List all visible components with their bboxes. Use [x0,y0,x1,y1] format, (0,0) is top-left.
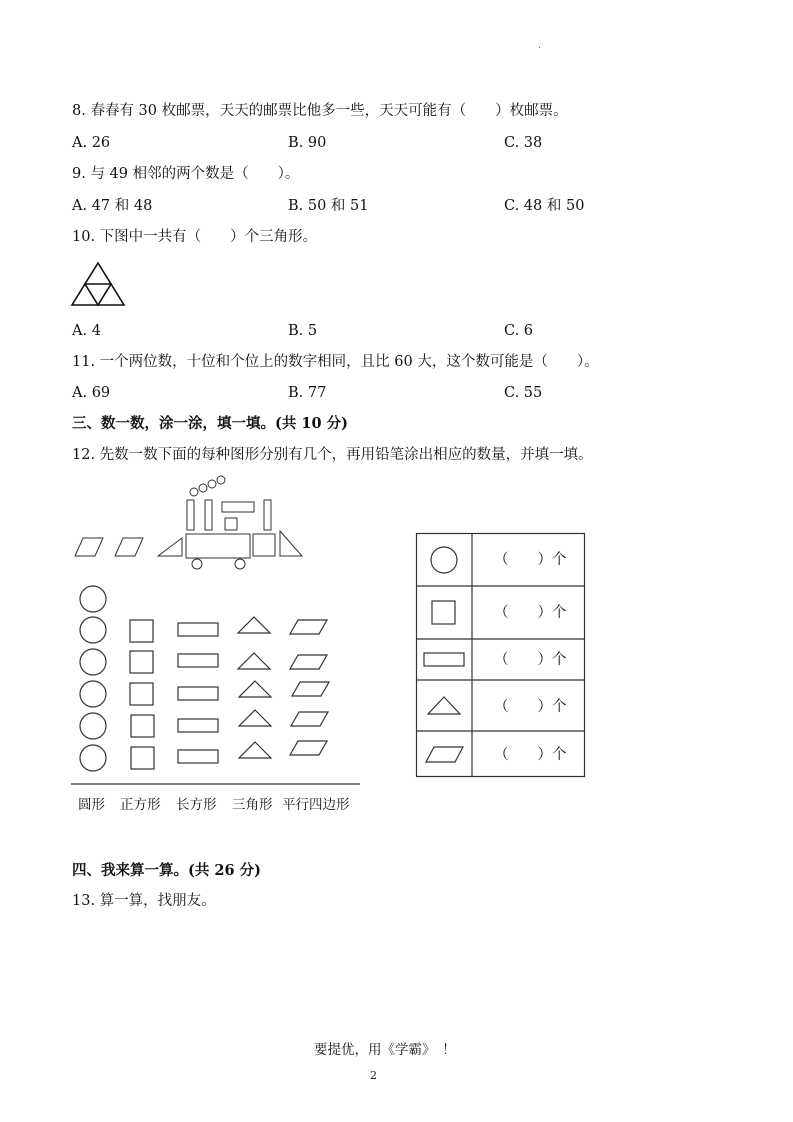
rectangle-shape [178,654,218,667]
rectangle-shape [178,687,218,700]
question-12: 12. 先数一数下面的每种图形分别有几个，再用铅笔涂出相应的数量，并填一填。 [72,447,593,463]
q9-option-a: A. 47 和 48 [72,198,153,214]
header-dot: . [538,40,542,51]
circle-shape [80,617,106,643]
label-triangle: 三角形 [232,797,273,813]
parallelogram-shape [290,620,327,634]
square-shape [130,683,153,705]
question-11: 11. 一个两位数，十位和个位上的数字相同，且比 60 大，这个数可能是（ ）。 [72,354,599,370]
table-parallelogram-icon [426,747,463,762]
section-4-heading: 四、我来算一算。(共 26 分) [72,862,261,879]
rectangle-shape [178,623,218,636]
smoke-circle [190,488,198,496]
circle-shape [80,649,106,675]
square-shape [131,747,154,769]
triangle-shape [238,617,270,633]
q10-option-a: A. 4 [72,323,101,339]
q8-option-b: B. 90 [288,135,327,151]
answer-cell-triangle[interactable]: （ ）个 [494,699,567,715]
answer-cell-parallelogram[interactable]: （ ）个 [494,747,567,763]
rectangle-shape [178,719,218,732]
q11-option-a: A. 69 [72,385,111,401]
train-parallelogram [115,538,143,556]
q10-option-b: B. 5 [288,323,318,339]
train-body-rect [186,534,250,558]
train-wheel-circle [235,559,245,569]
rectangle-shape [178,750,218,763]
answer-cell-rectangle[interactable]: （ ）个 [494,652,567,668]
train-triangle [158,538,182,556]
label-parallelogram: 平行四边形 [282,797,350,813]
q8-option-c: C. 38 [504,135,543,151]
smoke-circle [208,480,216,488]
triangle-shape [239,681,271,697]
q9-option-b: B. 50 和 51 [288,198,369,214]
parallelogram-shape [290,655,327,669]
train-parallelogram [75,538,103,556]
train-square [253,534,275,556]
square-shape [131,715,154,737]
question-8: 8. 春春有 30 枚邮票，天天的邮票比他多一些，天天可能有（ ）枚邮票。 [72,103,568,119]
square-shape [130,620,153,642]
train-window-square [225,518,237,530]
circle-shape [80,681,106,707]
train-window-rect [205,500,212,530]
train-picture [70,476,310,572]
question-10: 10. 下图中一共有（ ）个三角形。 [72,229,318,245]
footer-slogan: 要提优，用《学霸》 ！ [314,1042,456,1058]
parallelogram-shape [292,682,329,696]
q8-option-a: A. 26 [72,135,111,151]
page-number: 2 [370,1069,377,1082]
q10-option-c: C. 6 [504,323,534,339]
smoke-circle [217,476,225,484]
triangle-shape [239,742,271,758]
question-9: 9. 与 49 相邻的两个数是（ ）。 [72,166,300,182]
circle-shape [80,713,106,739]
train-rect [264,500,271,530]
answer-cell-circle[interactable]: （ ）个 [494,552,567,568]
triangle-shape [238,653,270,669]
train-wheel-circle [192,559,202,569]
parallelogram-shape [291,712,328,726]
circle-shape [80,745,106,771]
table-circle-icon [431,547,457,573]
shape-columns[interactable] [70,580,365,780]
table-triangle-icon [428,697,460,714]
train-chimney-rect [187,500,194,530]
train-triangle [280,531,302,556]
circle-shape [80,586,106,612]
triangle-figure [72,262,128,308]
q11-option-b: B. 77 [288,385,327,401]
square-shape [130,651,153,673]
answer-cell-square[interactable]: （ ）个 [494,605,567,621]
section-3-heading: 三、数一数，涂一涂，填一填。(共 10 分) [72,415,348,432]
label-rectangle: 长方形 [176,797,217,813]
label-circle: 圆形 [78,797,105,813]
table-square-icon [432,601,455,624]
smoke-circle [199,484,207,492]
train-roof-rect [222,502,254,512]
parallelogram-shape [290,741,327,755]
label-square: 正方形 [120,797,161,813]
table-rectangle-icon [424,653,464,666]
question-13: 13. 算一算，找朋友。 [72,893,216,909]
q9-option-c: C. 48 和 50 [504,198,585,214]
triangle-shape [239,710,271,726]
q11-option-c: C. 55 [504,385,543,401]
